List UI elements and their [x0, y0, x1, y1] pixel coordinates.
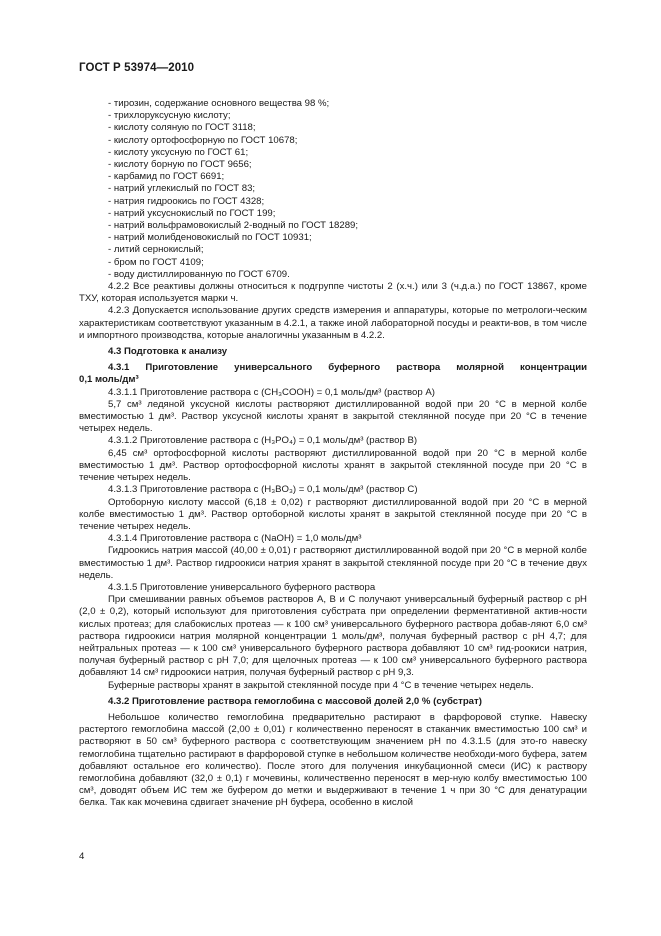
subheading-4-3-1-3: 4.3.1.3 Приготовление раствора с (H₃BO₃) = 0,1 моль/дм³ (раствор С)	[108, 484, 418, 496]
list-item: - натрий уксуснокислый по ГОСТ 199;	[108, 207, 276, 219]
document-body	[79, 98, 587, 810]
list-item: - воду дистиллированную по ГОСТ 6709.	[108, 268, 290, 280]
subheading-4-3-1-1: 4.3.1.1 Приготовление раствора с (CH₃COOH) = 0,1 моль/дм³ (раствор А)	[108, 386, 435, 398]
reagent-list	[79, 98, 587, 281]
list-item: - натрий углекислый по ГОСТ 83;	[108, 183, 256, 195]
section-heading-4-3-1: 4.3.1 Приготовление универсального буферного раствора молярной концентрации	[108, 362, 587, 374]
subheading-4-3-1-2: 4.3.1.2 Приготовление раствора с (H₃PO₄) = 0,1 моль/дм³ (раствор В)	[108, 435, 418, 447]
paragraph-4-2-3: 4.2.3 Допускается использование других средств измерения и аппаратуры, которые по метрологи-ческим характеристикам соответствуют указанным в 4.2.1, а также иной лабораторной посуды и реакти-вов, в том числе и импортного производства, которые аналогичны указанным в 4.2.2.	[79, 305, 587, 341]
subheading-4-3-1-5: 4.3.1.5 Приготовление универсального буферного раствора	[108, 581, 376, 593]
list-item: - кислоту соляную по ГОСТ 3118;	[108, 122, 256, 134]
paragraph-4-3-1-3: Ортоборную кислоту массой (6,18 ± 0,02) г растворяют дистиллированной водой при 20 °С в мерной колбе вместимостью 1 дм³. Раствор ортоборной кислоты хранят в закрытой стеклянной посуде при 20 °С в течение четырех недель.	[79, 496, 587, 532]
paragraph-4-3-1-5-storage: Буферные растворы хранят в закрытой стеклянной посуде при 4 °С в течение четырех недель.	[108, 679, 534, 691]
section-heading-4-3: 4.3 Подготовка к анализу	[108, 346, 228, 358]
section-heading-4-3-2: 4.3.2 Приготовление раствора гемоглобина с массовой долей 2,0 % (субстрат)	[108, 695, 482, 707]
section-heading-4-3-1-cont: 0,1 моль/дм³	[79, 374, 139, 386]
paragraph-4-2-2: 4.2.2 Все реактивы должны относиться к подгруппе чистоты 2 (х.ч.) или 3 (ч.д.а.) по ГОСТ 13867, кроме ТХУ, которая используется марки ч.	[79, 281, 587, 305]
paragraph-4-3-1-2: 6,45 см³ ортофосфорной кислоты растворяют дистиллированной водой при 20 °С в мерной колбе вместимостью 1 дм³. Раствор ортофосфорной кислоты хранят в закрытой стеклянной посуде при 20 °С в течение четырех недель.	[79, 447, 587, 484]
paragraph-4-3-1-5: При смешивании равных объемов растворов А, В и С получают универсальный буферный раствор с рН (2,0 ± 0,2), который используют для приготовления субстрата при определении ферментативной актив-ности кислых протеаз; для слабокислых протеаз — к 100 см³ универсального буферного раствора добав-ляют 6,0 см³ раствора гидроокиси натрия молярной концентрации 1 моль/дм³, получая буферный раствор с рН 4,7; для нейтральных протеаз — к 100 см³ универсального буферного раствора добавляют 10 см³ гид-роокиси натрия, получая буферный раствор с рН 7,0; для щелочных протеаз — к 100 см³ универсального буферного раствора добавляют 14 см³ гидроокиси натрия, получая буферный раствор с рН 9,3.	[79, 594, 587, 679]
page-number: 4	[79, 851, 85, 862]
list-item: - кислоту уксусную по ГОСТ 61;	[108, 146, 249, 158]
list-item: - бром по ГОСТ 4109;	[108, 256, 204, 268]
document-header: ГОСТ Р 53974—2010	[79, 62, 195, 74]
list-item: - тирозин, содержание основного вещества 98 %;	[108, 98, 330, 109]
list-item: - натрия гидроокись по ГОСТ 4328;	[108, 195, 265, 207]
list-item: - натрий молибденовокислый по ГОСТ 10931;	[108, 232, 312, 244]
paragraph-4-3-1-4: Гидроокись натрия массой (40,00 ± 0,01) г растворяют дистиллированной водой при 20 °С в мерной колбе вместимостью 1 дм³. Раствор гидроокиси натрия хранят в закрытой стеклянной посуде при 20 °С в течение двух недель.	[79, 545, 587, 581]
subheading-4-3-1-4: 4.3.1.4 Приготовление раствора с (NaOH) = 1,0 моль/дм³	[108, 533, 362, 545]
paragraph-4-3-1-1: 5,7 cм³ ледяной уксусной кислоты растворяют дистиллированной водой при 20 °С в мерной колбе вместимостью 1 дм³. Раствор уксусной кислоты хранят в закрытой стеклянной посуде при 20 °С в течение четырех недель.	[79, 398, 587, 435]
list-item: - кислоту борную по ГОСТ 9656;	[108, 159, 252, 171]
list-item: - натрий вольфрамовокислый 2-водный по ГОСТ 18289;	[108, 220, 359, 232]
paragraph-4-3-2: Небольшое количество гемоглобина предварительно растирают в фарфоровой ступке. Навеску растертого гемоглобина массой (2,00 ± 0,01) г количественно переносят в стаканчик вместимостью 100 см³ и растворяют в 50 см³ буферного раствора с соответствующим значением рН по 4.3.1.5 (для это-го навеску гемоглобина тщательно растирают в фарфоровой ступке в небольшом количестве необходи-мого буфера, затем добавляют остальное его количество). После этого для получения инкубационной смеси (ИС) к раствору гемоглобина добавляют (32,0 ± 0,1) г мочевины, количественно переносят в мер-ную колбу вместимостью 100 см³, доводят объем ИС тем же буфером до метки и выдерживают в течение 1 ч при 30 °С для денатурации белка. Так как мочевина сдвигает значение рН буфера, особенно в кислой	[79, 711, 587, 809]
list-item: - карбамид по ГОСТ 6691;	[108, 171, 225, 183]
list-item: - литий сернокислый;	[108, 244, 204, 256]
list-item: - кислоту ортофосфорную по ГОСТ 10678;	[108, 134, 298, 146]
list-item: - трихлоруксусную кислоту;	[108, 110, 231, 122]
